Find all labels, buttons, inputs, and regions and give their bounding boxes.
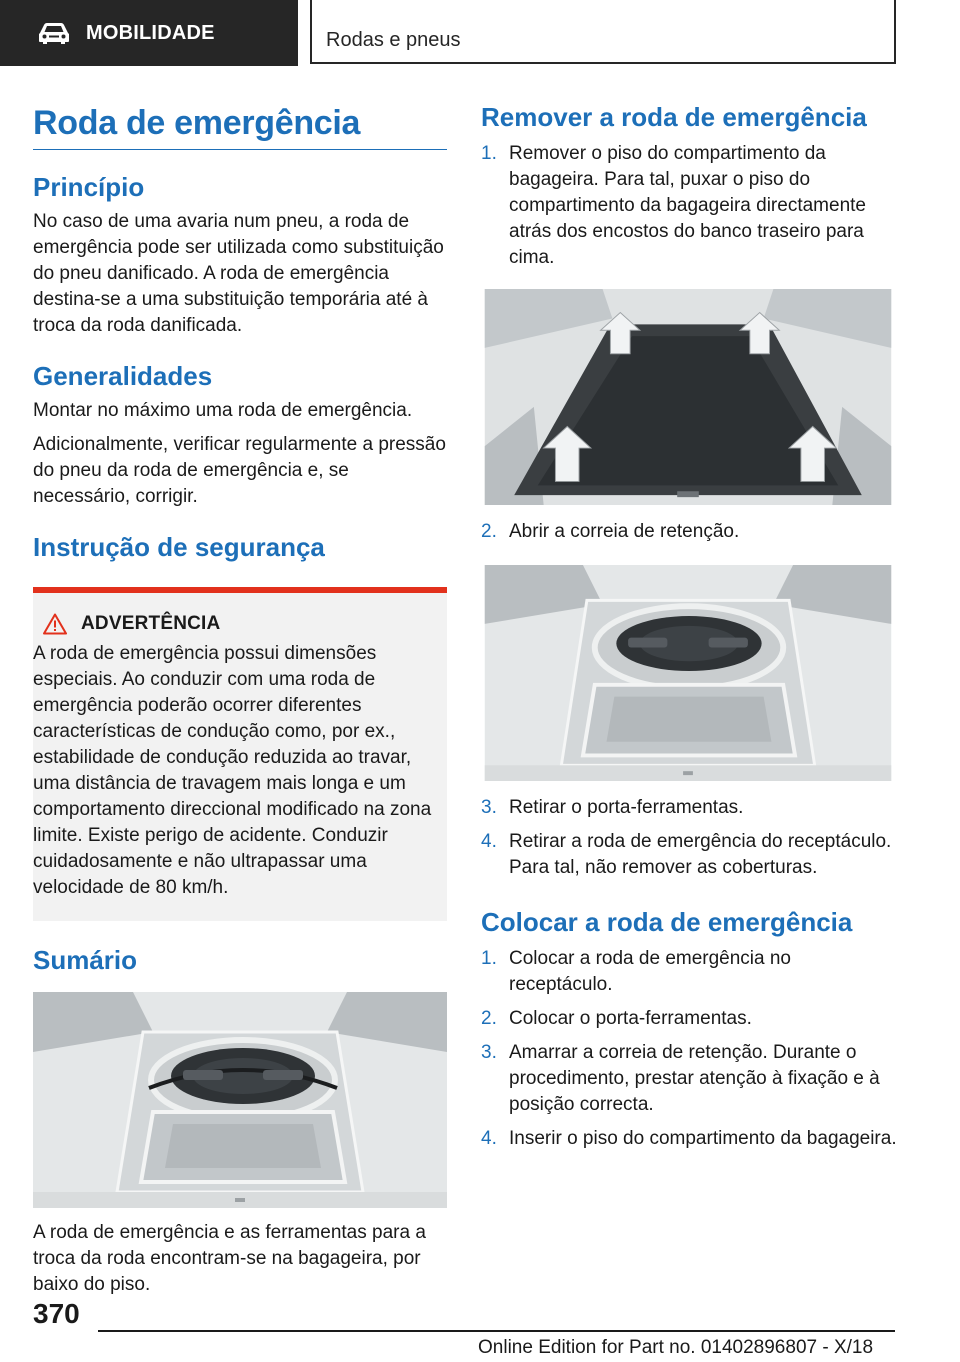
- step-text: Abrir a correia de retenção.: [509, 521, 740, 542]
- car-icon: [36, 21, 72, 45]
- page-title: Roda de emergência: [33, 104, 447, 150]
- generalidades-text-1: Montar no máximo uma roda de emergência.: [33, 400, 413, 421]
- colocar-heading: Colocar a roda de emergência: [481, 907, 853, 937]
- remover-heading: Remover a roda de emergência: [481, 102, 867, 132]
- step-text: Colocar o porta-ferramentas.: [509, 1008, 752, 1029]
- principio-text: No caso de uma avaria num pneu, a roda de emergência pode ser utilizada como substituição do pneu danificado. A roda de emergência destina-se a uma substituição temporária até à troca da roda danificada.: [33, 211, 444, 336]
- step-text: Retirar a roda de emergência do receptáculo. Para tal, não remover as coberturas.: [509, 831, 892, 878]
- list-item: [481, 1006, 897, 1032]
- list-item: [481, 519, 897, 545]
- principio-section: [33, 172, 447, 339]
- footer-divider: [98, 1330, 895, 1332]
- seguranca-heading: Instrução de segurança: [33, 532, 325, 562]
- step-number: 1.: [481, 948, 497, 969]
- colocar-steps: [481, 946, 897, 1152]
- list-item: [481, 1126, 897, 1152]
- generalidades-text-2: Adicionalmente, verificar regularmente a pressão do pneu da roda de emergência e, se necessário, corrigir.: [33, 434, 446, 507]
- sumario-heading: Sumário: [33, 945, 138, 975]
- list-item: [481, 1040, 897, 1118]
- left-column: [33, 96, 447, 1298]
- list-item: [481, 141, 897, 271]
- step-text: Remover o piso do compartimento da bagageira. Para tal, puxar o piso do compartimento da bagageira directamente atrás dos encostos do banco traseiro para cima.: [509, 143, 866, 268]
- warning-triangle-icon: [43, 613, 67, 635]
- remover-steps: [481, 141, 897, 271]
- right-column: [481, 96, 897, 1152]
- step-text: Inserir o piso do compartimento da bagageira.: [509, 1128, 897, 1149]
- sumario-section: [33, 945, 447, 1298]
- chapter-label: Rodas e pneus: [326, 29, 461, 51]
- warning-box: [33, 587, 447, 921]
- list-item: [481, 946, 897, 998]
- generalidades-section: [33, 361, 447, 510]
- remover-steps-2: [481, 519, 897, 545]
- list-item: [481, 829, 897, 881]
- step-text: Retirar o porta-ferramentas.: [509, 797, 744, 818]
- trunk-floor-photo: [481, 289, 895, 505]
- step-number: 3.: [481, 1042, 497, 1063]
- chapter-tab: [310, 0, 896, 64]
- list-item: [481, 795, 897, 821]
- step-number: 2.: [481, 1008, 497, 1029]
- warning-title: ADVERTÊNCIA: [81, 613, 221, 634]
- section-tab: [0, 0, 298, 66]
- remover-steps-3: [481, 795, 897, 881]
- step-number: 2.: [481, 521, 497, 542]
- sumario-caption: A roda de emergência e as ferramentas para a troca da roda encontram-se na bagageira, por baixo do piso.: [33, 1222, 426, 1295]
- step-number: 4.: [481, 1128, 497, 1149]
- trunk-open-spare-wheel-photo: [481, 565, 895, 781]
- generalidades-heading: Generalidades: [33, 361, 213, 391]
- step-number: 1.: [481, 143, 497, 164]
- step-text: Colocar a roda de emergência no receptáculo.: [509, 948, 792, 995]
- warning-header: [33, 613, 437, 635]
- step-number: 4.: [481, 831, 497, 852]
- principio-heading: Princípio: [33, 172, 145, 202]
- step-text: Amarrar a correia de retenção. Durante o procedimento, prestar atenção à fixação e à posição correcta.: [509, 1042, 880, 1115]
- step-number: 3.: [481, 797, 497, 818]
- edition-note: Online Edition for Part no. 01402896807 - X/18: [478, 1337, 874, 1358]
- section-label: MOBILIDADE: [86, 21, 215, 44]
- trunk-spare-wheel-photo: [33, 992, 447, 1208]
- seguranca-section: [33, 532, 447, 921]
- warning-text: A roda de emergência possui dimensões especiais. Ao conduzir com uma roda de emergência poderão ocorrer diferentes características de condução como, por ex., estabilidade de condução reduzida ao travar, uma distância de travagem mais longa e um comportamento direccional modificado na zona limite. Existe perigo de acidente. Conduzir cuidadosamente e não ultrapassar uma velocidade de 80 km/h.: [33, 643, 432, 898]
- page-number: 370: [33, 1298, 80, 1329]
